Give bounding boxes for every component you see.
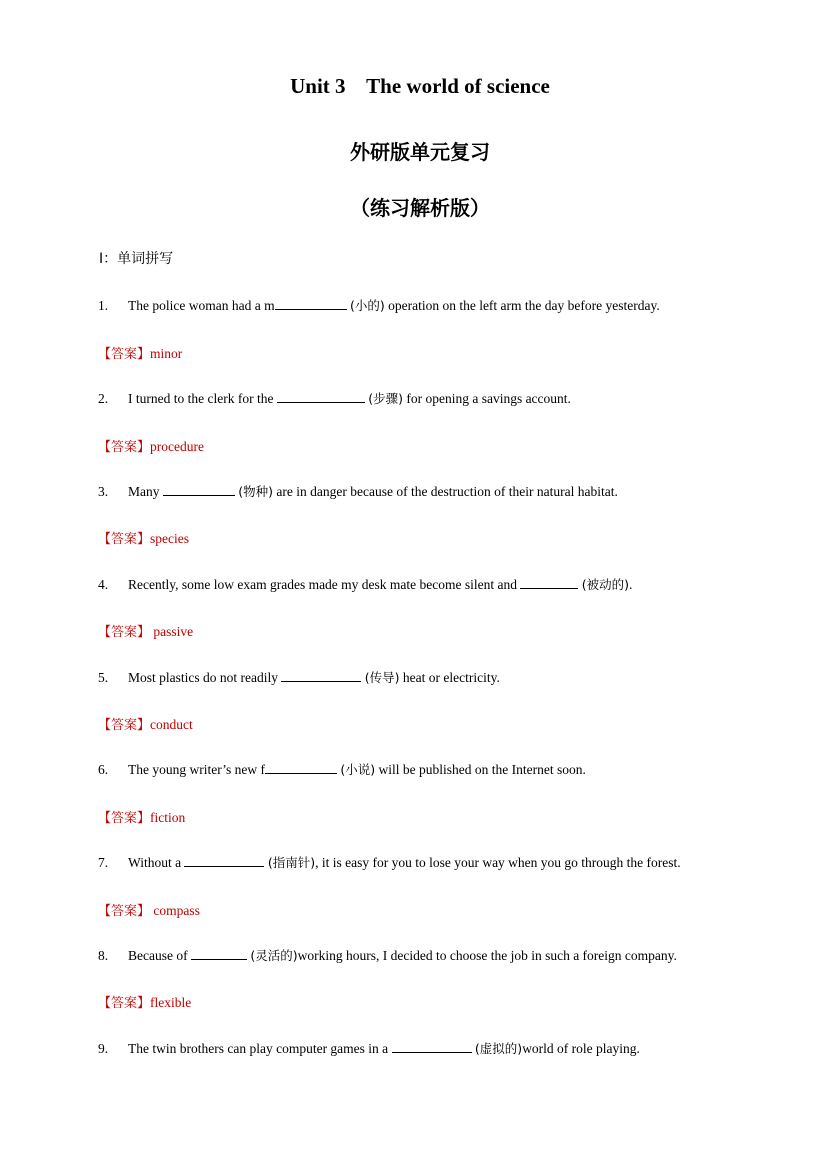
answer-blank <box>277 390 365 403</box>
question-text-after: for opening a savings account. <box>402 391 571 406</box>
question-item <box>98 946 677 964</box>
answer-text: conduct <box>150 717 193 732</box>
question-text-after: are in danger because of the destruction of their natural habitat. <box>273 484 618 499</box>
answer-line <box>98 807 185 826</box>
question-hint: (虚拟的) <box>474 1041 523 1056</box>
question-item <box>98 482 618 500</box>
question-text-after: . <box>629 577 633 592</box>
question-number: 2. <box>98 391 109 406</box>
question-text-after: world of role playing. <box>522 1041 640 1056</box>
question-item <box>98 575 632 593</box>
answer-blank <box>265 761 337 774</box>
answer-line <box>98 343 182 362</box>
answer-text: compass <box>150 903 200 918</box>
question-item <box>98 853 681 871</box>
question-text-after: will be published on the Internet soon. <box>375 762 586 777</box>
question-text-before: Because of <box>128 948 191 963</box>
answer-tag: 【答案】 <box>98 625 151 640</box>
answer-blank <box>392 1040 472 1053</box>
question-item <box>98 296 660 314</box>
answer-text: minor <box>150 346 183 361</box>
question-number: 8. <box>98 948 109 963</box>
question-item <box>98 668 500 686</box>
answer-tag: 【答案】 <box>98 904 151 919</box>
answer-blank <box>275 297 347 310</box>
answer-line <box>98 714 193 733</box>
question-text-before: The twin brothers can play computer games in a <box>128 1041 392 1056</box>
question-hint: (小的) <box>349 298 385 313</box>
question-text-before: The young writer’s new f <box>128 762 265 777</box>
answer-blank <box>191 947 247 960</box>
question-item <box>98 1039 640 1057</box>
question-number: 4. <box>98 577 109 592</box>
answer-line <box>98 900 200 919</box>
question-hint: (小说) <box>340 762 376 777</box>
answer-tag: 【答案】 <box>98 996 151 1011</box>
answer-line <box>98 528 189 547</box>
answer-text: species <box>150 531 189 546</box>
page-title: Unit 3 The world of science <box>290 74 550 98</box>
answer-line <box>98 992 191 1011</box>
question-item <box>98 760 586 778</box>
question-text-after: heat or electricity. <box>399 670 500 685</box>
answer-text: procedure <box>150 439 204 454</box>
answer-tag: 【答案】 <box>98 440 151 455</box>
question-text-after: working hours, I decided to choose the job in such a foreign company. <box>297 948 677 963</box>
question-text-before: Many <box>128 484 163 499</box>
question-number: 6. <box>98 762 109 777</box>
answer-text: fiction <box>150 810 186 825</box>
question-text-before: Recently, some low exam grades made my desk mate become silent and <box>128 577 521 592</box>
answer-text: passive <box>150 624 194 639</box>
answer-tag: 【答案】 <box>98 718 151 733</box>
answer-blank <box>281 669 361 682</box>
page-subtitle-edition: （练习解析版） <box>350 196 490 220</box>
question-hint: (步骤) <box>368 391 403 406</box>
question-hint: (指南针) <box>267 855 316 870</box>
question-item <box>98 389 571 407</box>
question-text-after: operation on the left arm the day before yesterday. <box>384 298 660 313</box>
question-text-after: , it is easy for you to lose your way when you go through the forest. <box>315 855 681 870</box>
answer-line <box>98 436 204 455</box>
answer-blank <box>184 854 264 867</box>
question-number: 9. <box>98 1041 109 1056</box>
answer-blank <box>163 483 235 496</box>
question-hint: (灵活的) <box>250 948 298 963</box>
question-text-before: Without a <box>128 855 185 870</box>
answer-text: flexible <box>150 995 192 1010</box>
question-text-before: Most plastics do not readily <box>128 670 282 685</box>
answer-line <box>98 621 193 640</box>
question-hint: (被动的) <box>581 577 630 592</box>
answer-blank <box>520 576 578 589</box>
page-subtitle: 外研版单元复习 <box>350 140 490 164</box>
question-number: 7. <box>98 855 109 870</box>
answer-tag: 【答案】 <box>98 811 151 826</box>
answer-tag: 【答案】 <box>98 532 151 547</box>
question-number: 5. <box>98 670 109 685</box>
question-number: 1. <box>98 298 109 313</box>
answer-tag: 【答案】 <box>98 347 151 362</box>
question-text-before: I turned to the clerk for the <box>128 391 277 406</box>
question-text-before: The police woman had a m <box>128 298 275 313</box>
question-number: 3. <box>98 484 109 499</box>
section-heading: I：单词拼写 <box>99 251 174 267</box>
question-hint: (传导) <box>364 670 400 685</box>
question-hint: (物种) <box>238 484 274 499</box>
